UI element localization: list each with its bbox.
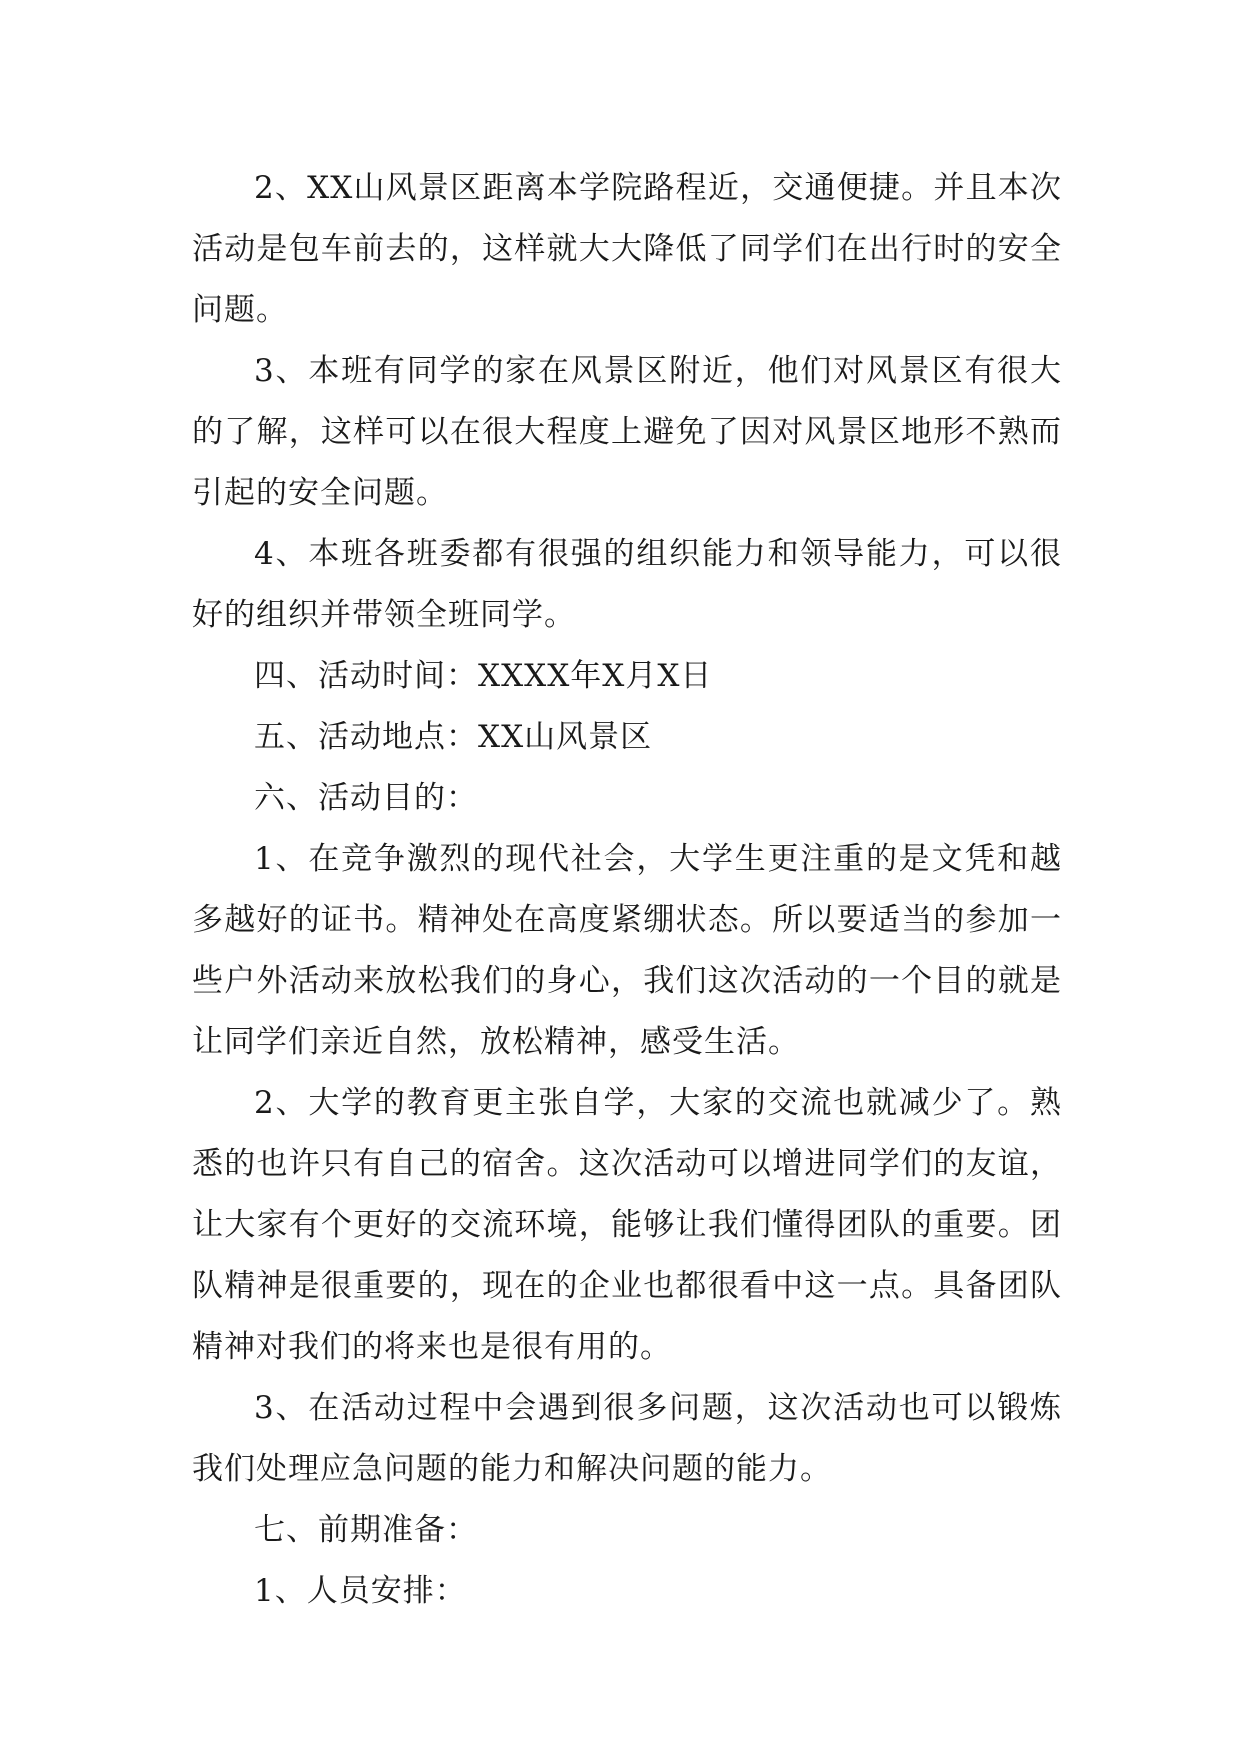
paragraph-purpose-relax: 1、在竞争激烈的现代社会，大学生更注重的是文凭和越多越好的证书。精神处在高度紧绷状态。所以要适当的参加一些户外活动来放松我们的身心，我们这次活动的一个目的就是让同学们亲近自然，放松精神，感受生活。: [192, 841, 1062, 1060]
section-preparation: 七、前期准备：: [254, 1512, 478, 1548]
paragraph-staffing: 1、人员安排：: [254, 1573, 467, 1609]
section-activity-purpose: 六、活动目的：: [254, 780, 478, 816]
paragraph-organization: 4、本班各班委都有很强的组织能力和领导能力，可以很好的组织并带领全班同学。: [192, 536, 1062, 633]
section-activity-location: 五、活动地点：XX山风景区: [254, 719, 653, 755]
section-activity-time: 四、活动时间：XXXX年X月X日: [254, 658, 713, 694]
paragraph-local-knowledge: 3、本班有同学的家在风景区附近，他们对风景区有很大的了解，这样可以在很大程度上避免了因对风景区地形不熟而引起的安全问题。: [192, 353, 1062, 511]
document-body: [192, 158, 1062, 1622]
paragraph-transport: 2、XX山风景区距离本学院路程近，交通便捷。并且本次活动是包车前去的，这样就大大降低了同学们在出行时的安全问题。: [192, 170, 1062, 328]
paragraph-purpose-problem-solving: 3、在活动过程中会遇到很多问题，这次活动也可以锻炼我们处理应急问题的能力和解决问题的能力。: [192, 1390, 1062, 1487]
paragraph-purpose-teamwork: 2、大学的教育更主张自学，大家的交流也就减少了。熟悉的也许只有自己的宿舍。这次活动可以增进同学们的友谊，让大家有个更好的交流环境，能够让我们懂得团队的重要。团队精神是很重要的，现在的企业也都很看中这一点。具备团队精神对我们的将来也是很有用的。: [192, 1085, 1062, 1365]
